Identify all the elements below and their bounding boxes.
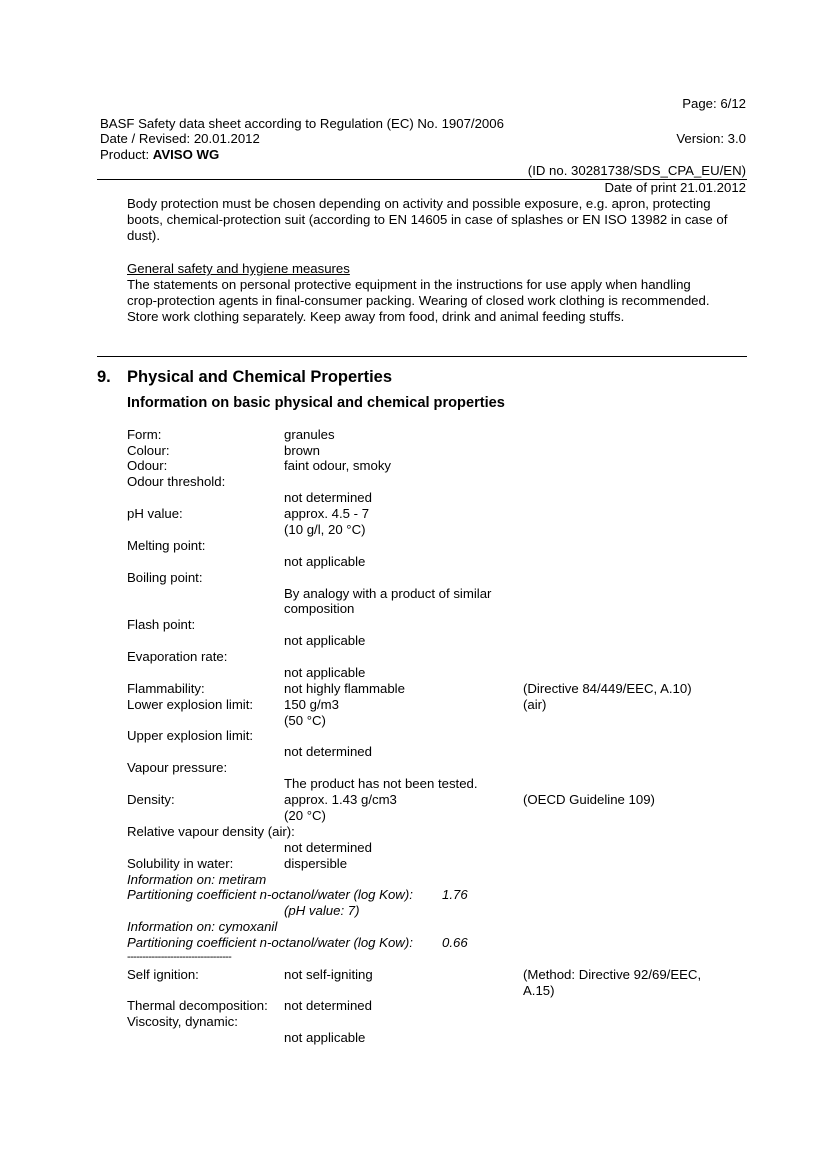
ph-label: pH value:	[127, 506, 183, 521]
date-revised: Date / Revised: 20.01.2012	[100, 131, 260, 146]
section-subtitle: Information on basic physical and chemical properties	[127, 395, 505, 411]
lower-explosion-limit-condition: (50 °C)	[284, 713, 326, 728]
text-line: crop-protection agents in final-consumer packing. Wearing of closed work clothing is recommended.	[127, 293, 710, 308]
dashed-separator: ----------------------------------	[127, 951, 232, 963]
section-divider	[97, 356, 747, 357]
odour-value: faint odour, smoky	[284, 458, 392, 473]
colour-value: brown	[284, 443, 320, 458]
solubility-value: dispersible	[284, 856, 348, 871]
flammability-value: not highly flammable	[284, 681, 405, 696]
document-title: BASF Safety data sheet according to Regulation (EC) No. 1907/2006	[100, 116, 504, 131]
metiram-partition-value: 1.76	[442, 887, 468, 902]
vapour-pressure-label: Vapour pressure:	[127, 760, 228, 775]
relative-vapour-density-label: Relative vapour density (air):	[127, 824, 295, 839]
boiling-point-value: By analogy with a product of similar	[284, 586, 492, 601]
text-line: boots, chemical-protection suit (according to EN 14605 in case of splashes or EN ISO 13982 in case of	[127, 212, 728, 227]
self-ignition-method-cont: A.15)	[523, 983, 555, 998]
evaporation-rate-label: Evaporation rate:	[127, 649, 228, 664]
product-name: AVISO WG	[152, 147, 220, 162]
flammability-method: (Directive 84/449/EEC, A.10)	[523, 681, 692, 696]
odour-threshold-value: not determined	[284, 490, 372, 505]
viscosity-value: not applicable	[284, 1030, 366, 1045]
boiling-point-value-cont: composition	[284, 601, 355, 616]
odour-label: Odour:	[127, 458, 168, 473]
evaporation-rate-value: not applicable	[284, 665, 366, 680]
flash-point-label: Flash point:	[127, 617, 196, 632]
lower-explosion-limit-label: Lower explosion limit:	[127, 697, 254, 712]
text-line: Store work clothing separately. Keep away from food, drink and animal feeding stuffs.	[127, 309, 625, 324]
melting-point-value: not applicable	[284, 554, 366, 569]
density-value: approx. 1.43 g/cm3	[284, 792, 397, 807]
self-ignition-value: not self-igniting	[284, 967, 373, 982]
version: Version: 3.0	[676, 131, 746, 146]
ph-condition: (10 g/l, 20 °C)	[284, 522, 366, 537]
thermal-decomposition-value: not determined	[284, 998, 372, 1013]
upper-explosion-limit-label: Upper explosion limit:	[127, 728, 254, 743]
lower-explosion-limit-value: 150 g/m3	[284, 697, 339, 712]
lower-explosion-limit-note: (air)	[523, 697, 547, 712]
relative-vapour-density-value: not determined	[284, 840, 372, 855]
product-label: Product:	[100, 147, 153, 162]
date-of-print: Date of print 21.01.2012	[604, 180, 746, 195]
boiling-point-label: Boiling point:	[127, 570, 203, 585]
density-condition: (20 °C)	[284, 808, 326, 823]
thermal-decomposition-label: Thermal decomposition:	[127, 998, 268, 1013]
vapour-pressure-value: The product has not been tested.	[284, 776, 478, 791]
melting-point-label: Melting point:	[127, 538, 206, 553]
flash-point-value: not applicable	[284, 633, 366, 648]
solubility-label: Solubility in water:	[127, 856, 234, 871]
form-label: Form:	[127, 427, 162, 442]
self-ignition-label: Self ignition:	[127, 967, 199, 982]
viscosity-label: Viscosity, dynamic:	[127, 1014, 238, 1029]
cymoxanil-partition-value: 0.66	[442, 935, 468, 950]
cymoxanil-partition-label: Partitioning coefficient n-octanol/water (log Kow):	[127, 935, 413, 950]
page-number: Page: 6/12	[682, 96, 746, 111]
upper-explosion-limit-value: not determined	[284, 744, 372, 759]
odour-threshold-label: Odour threshold:	[127, 474, 226, 489]
flammability-label: Flammability:	[127, 681, 205, 696]
metiram-partition-condition: (pH value: 7)	[284, 903, 360, 918]
section-number: 9.	[97, 368, 111, 386]
section-title: Physical and Chemical Properties	[127, 368, 393, 386]
metiram-info: Information on: metiram	[127, 872, 267, 887]
form-value: granules	[284, 427, 335, 442]
cymoxanil-info: Information on: cymoxanil	[127, 919, 278, 934]
id-number: (ID no. 30281738/SDS_CPA_EU/EN)	[527, 163, 746, 178]
density-label: Density:	[127, 792, 175, 807]
colour-label: Colour:	[127, 443, 170, 458]
text-line: Body protection must be chosen depending on activity and possible exposure, e.g. apron, protecting	[127, 196, 711, 211]
density-method: (OECD Guideline 109)	[523, 792, 655, 807]
self-ignition-method: (Method: Directive 92/69/EEC,	[523, 967, 702, 982]
ph-value: approx. 4.5 - 7	[284, 506, 370, 521]
text-line: dust).	[127, 228, 160, 243]
text-line: The statements on personal protective equipment in the instructions for use apply when handling	[127, 277, 691, 292]
metiram-partition-label: Partitioning coefficient n-octanol/water (log Kow):	[127, 887, 413, 902]
product-line	[100, 147, 219, 163]
hygiene-heading: General safety and hygiene measures	[127, 261, 350, 276]
